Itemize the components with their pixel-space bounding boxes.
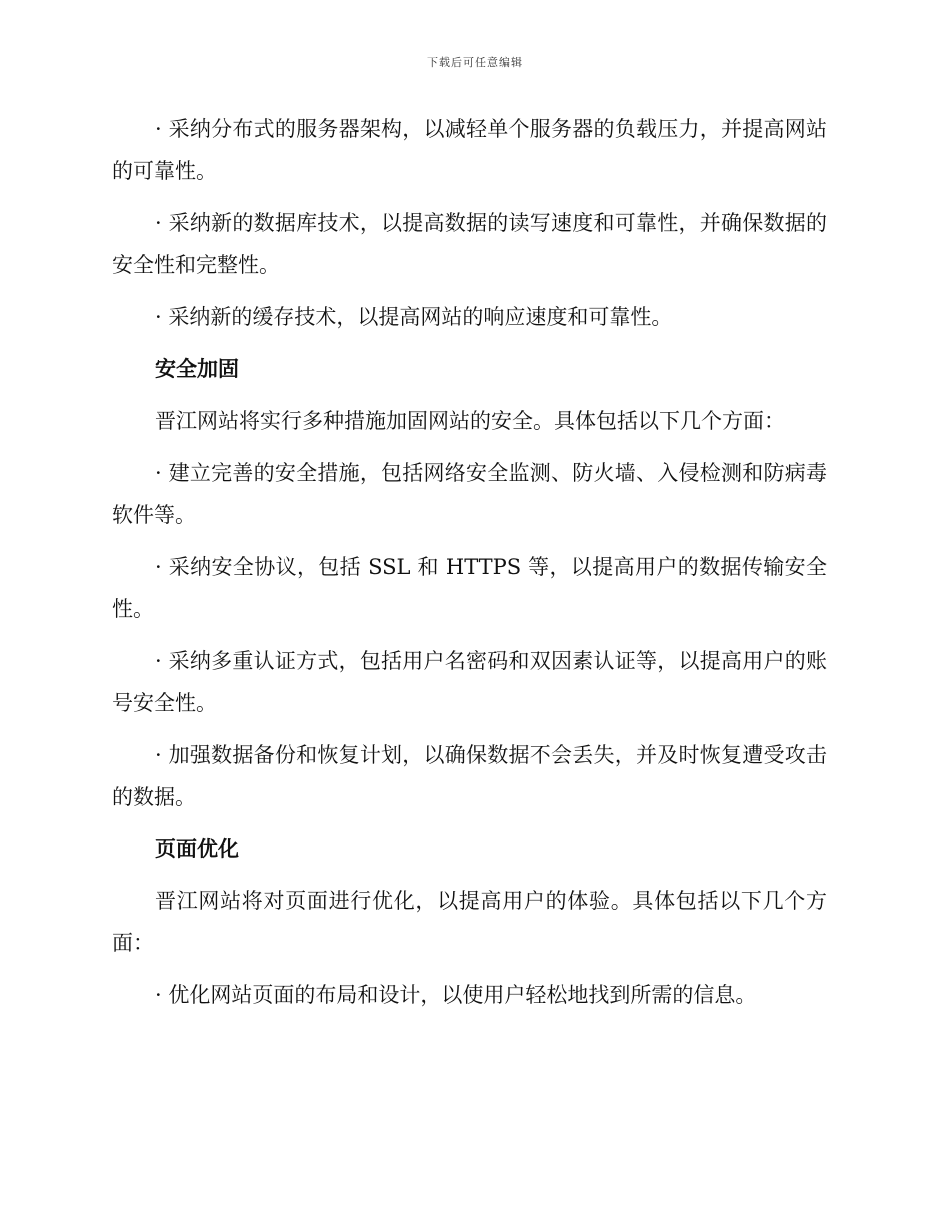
document-body: [112, 108, 827, 1026]
bullet-layout-design: · 优化网站页面的布局和设计，以使用户轻松地找到所需的信息。: [155, 983, 757, 1007]
bullet-multi-auth: · 采纳多重认证方式，包括用户名密码和双因素认证等，以提高用户的账号安全性。: [112, 649, 827, 715]
section-heading-page-optimization: 页面优化: [155, 837, 239, 861]
bullet-distributed-servers: · 采纳分布式的服务器架构，以减轻单个服务器的负载压力，并提高网站的可靠性。: [112, 117, 827, 183]
page-optimization-intro: 晋江网站将对页面进行优化，以提高用户的体验。具体包括以下几个方面：: [112, 889, 827, 955]
bullet-cache-tech: · 采纳新的缓存技术，以提高网站的响应速度和可靠性。: [155, 305, 673, 329]
page-header: 下载后可任意编辑: [427, 56, 523, 69]
bullet-backup-recovery: · 加强数据备份和恢复计划，以确保数据不会丢失，并及时恢复遭受攻击的数据。: [112, 743, 827, 809]
security-intro: 晋江网站将实行多种措施加固网站的安全。具体包括以下几个方面：: [155, 409, 785, 433]
section-heading-security: 安全加固: [155, 357, 239, 381]
bullet-security-protocols: · 采纳安全协议，包括 SSL 和 HTTPS 等，以提高用户的数据传输安全性。: [112, 555, 827, 621]
bullet-security-measures: · 建立完善的安全措施，包括网络安全监测、防火墙、入侵检测和防病毒软件等。: [112, 461, 827, 527]
bullet-database-tech: · 采纳新的数据库技术，以提高数据的读写速度和可靠性，并确保数据的安全性和完整性。: [112, 211, 827, 277]
